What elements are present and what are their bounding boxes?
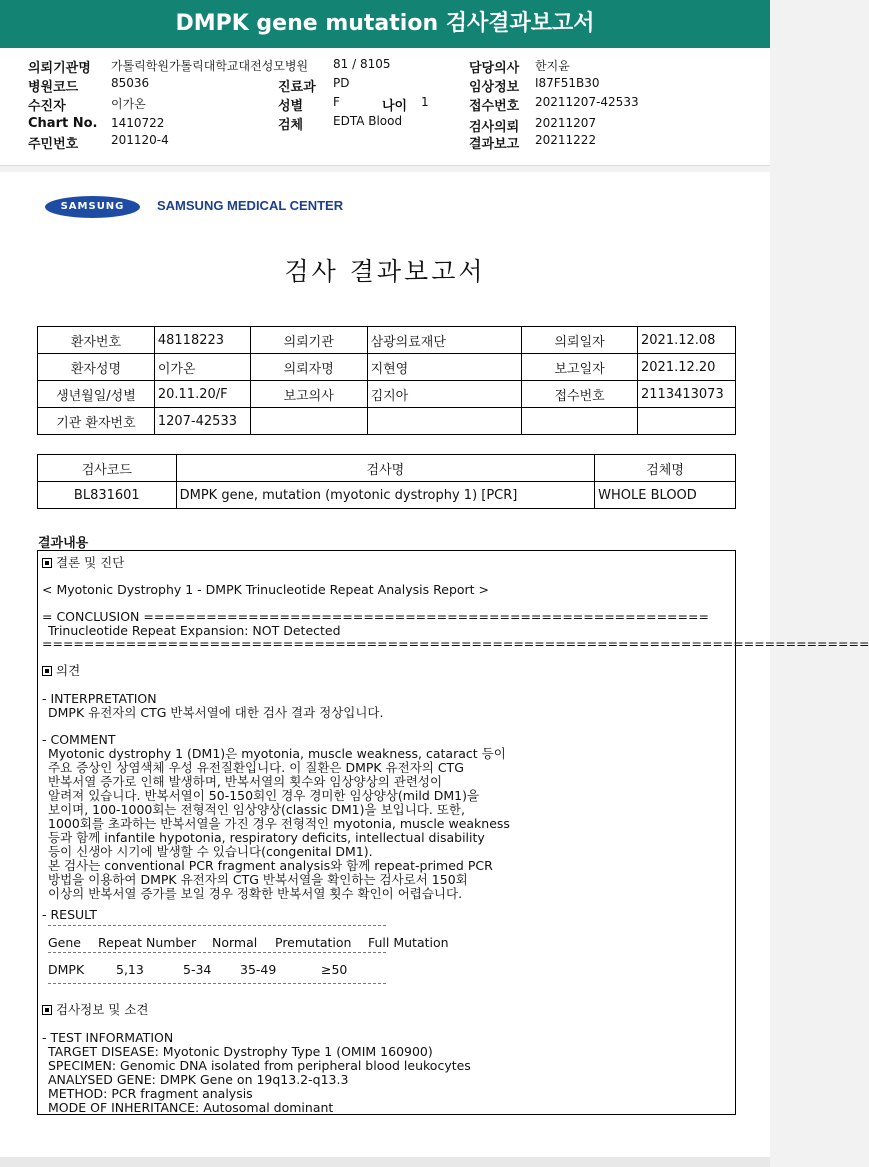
comment-line: 등과 함께 infantile hypotonia, respiratory deficits, intellectual disability [48, 830, 485, 845]
hospital-name: SAMSUNG MEDICAL CENTER [157, 198, 344, 213]
chart-label: Chart No. [28, 116, 98, 131]
comment-line: 등이 신생아 시기에 발생할 수 있습니다(congenital DM1). [48, 844, 373, 859]
clinical-value: I87F51B30 [535, 76, 600, 90]
comment-line: 1000회를 초과하는 반복서열을 가진 경우 전형적인 myotonia, muscle weakness [48, 816, 510, 831]
test-information-line: SPECIMEN: Genomic DNA isolated from peripheral blood leukocytes [48, 1058, 471, 1073]
table-header: 검사코드 [38, 455, 177, 482]
result-fullmutation: ≥50 [321, 962, 348, 977]
table-cell: DMPK gene, mutation (myotonic dystrophy 1) [PCR] [176, 482, 595, 509]
receipt-label: 접수번호 [469, 99, 520, 114]
result-col-gene: Gene [48, 935, 81, 950]
table-cell [522, 408, 638, 435]
square-bullet-icon [42, 666, 52, 676]
table-header-row [38, 455, 736, 482]
test-information-heading: - TEST INFORMATION [42, 1030, 174, 1045]
report-label: 결과보고 [469, 137, 520, 152]
sex-label: 성별 [278, 99, 304, 114]
table-cell: 환자성명 [38, 354, 155, 381]
divider [48, 983, 386, 984]
result-repeat: 5,13 [116, 962, 144, 977]
table-row [38, 408, 736, 435]
divider [48, 925, 386, 926]
test-info-table [37, 454, 736, 509]
resid-value: 201120-4 [111, 133, 169, 147]
result-heading: - RESULT [42, 907, 98, 922]
report-value: 20211222 [535, 133, 597, 147]
table-cell [367, 408, 522, 435]
test-information-line: MODE OF INHERITANCE: Autosomal dominant [48, 1100, 334, 1115]
result-col-normal: Normal [212, 935, 258, 950]
table-cell: 2113413073 [638, 381, 736, 408]
test-information-line: METHOD: PCR fragment analysis [48, 1086, 253, 1101]
table-cell [638, 408, 736, 435]
table-row [38, 327, 736, 354]
table-row [38, 381, 736, 408]
request-label: 검사의뢰 [469, 120, 520, 135]
comment-line: 방법을 이용하여 DMPK 유전자의 CTG 반복서열을 확인하는 검사로서 150회 [48, 872, 468, 887]
result-gene: DMPK [48, 962, 85, 977]
table-cell: 2021.12.08 [638, 327, 736, 354]
patient-value: 이가온 [111, 97, 146, 111]
result-normal: 5-34 [183, 962, 212, 977]
table-cell: WHOLE BLOOD [595, 482, 736, 509]
comment-line: 본 검사는 conventional PCR fragment analysis와 함께 repeat-primed PCR [48, 858, 493, 873]
request-value: 20211207 [535, 116, 597, 130]
result-col-premutation: Premutation [275, 935, 352, 950]
table-cell: 지현영 [367, 354, 522, 381]
dept-label: 진료과 [278, 80, 316, 95]
resid-label: 주민번호 [28, 137, 79, 152]
table-header: 검체명 [595, 455, 736, 482]
comment-line: 주요 증상인 상염색체 우성 유전질환입니다. 이 질환은 DMPK 유전자의 CTG [48, 760, 464, 775]
test-information-line: ANALYSED GENE: DMPK Gene on 19q13.2-q13.3 [48, 1072, 349, 1087]
conclusion-line: = CONCLUSION ====================================================== [42, 609, 709, 624]
table-cell: 삼광의료재단 [367, 327, 522, 354]
square-bullet-icon [42, 558, 52, 568]
org-value: 가톨릭학원가톨릭대학교대전성모병원 [111, 59, 309, 73]
comment-line: 알려져 있습니다. 반복서열이 50-150회인 경우 경미한 임상양상(mild DM1)을 [48, 788, 480, 803]
result-col-repeat: Repeat Number [98, 935, 197, 950]
specimen-value: EDTA Blood [333, 114, 403, 128]
comment-line: 반복서열 증가로 인해 발생하며, 반복서열의 횟수와 임상양상의 관련성이 [48, 774, 443, 789]
request-info-panel [0, 48, 770, 166]
comment-heading: - COMMENT [42, 732, 116, 747]
specimen-label: 검체 [278, 118, 304, 133]
patient-label: 수진자 [28, 99, 66, 114]
table-cell: 김지아 [367, 381, 522, 408]
clinical-label: 임상정보 [469, 80, 520, 95]
hospcode-value: 85036 [111, 76, 150, 90]
table-cell: 의뢰일자 [522, 327, 638, 354]
dept-value: PD [333, 76, 350, 90]
table-cell: 기관 환자번호 [38, 408, 155, 435]
report-header-bar [0, 0, 770, 48]
comment-line: 보이며, 100-1000회는 전형적인 임상양상(classic DM1)을 보입니다. 또한, [48, 802, 465, 817]
opinion-heading: 의견 [42, 664, 80, 678]
conclusion-rule: =============================================================================== [42, 636, 869, 651]
report-header-title: DMPK gene mutation 검사결과보고서 [175, 11, 595, 36]
table-header: 검사명 [176, 455, 595, 482]
table-cell: 48118223 [154, 327, 250, 354]
result-premutation: 35-49 [240, 962, 277, 977]
table-cell: 보고일자 [522, 354, 638, 381]
age-label: 나이 [382, 99, 408, 114]
table-row [38, 354, 736, 381]
square-bullet-icon [42, 1005, 52, 1015]
table-cell: 2021.12.20 [638, 354, 736, 381]
result-col-fullmutation: Full Mutation [368, 935, 449, 950]
result-content-box [37, 550, 869, 1115]
doctor-label: 담당의사 [469, 61, 520, 76]
table-cell: 의뢰자명 [250, 354, 367, 381]
table-cell: 접수번호 [522, 381, 638, 408]
testinfo-heading: 검사정보 및 소견 [42, 1003, 148, 1017]
interpretation-heading: - INTERPRETATION [42, 691, 157, 706]
divider [48, 952, 386, 953]
doctor-value: 한지윤 [535, 59, 570, 73]
test-information-line: TARGET DISEASE: Myotonic Dystrophy Type 1 (OMIM 160900) [48, 1044, 433, 1059]
comment-line: 이상의 반복서열 증가를 보일 경우 정확한 반복서열 횟수 확인이 어렵습니다. [48, 886, 463, 901]
age-value: 1 [421, 95, 429, 109]
samsung-logo [45, 196, 140, 218]
table-row [38, 482, 736, 509]
conclusion-text: Trinucleotide Repeat Expansion: NOT Detected [48, 623, 341, 638]
table-cell: 1207-42533 [154, 408, 250, 435]
table-cell: 환자번호 [38, 327, 155, 354]
conclusion-heading: 결론 및 진단 [42, 556, 124, 570]
table-cell: BL831601 [38, 482, 177, 509]
receipt-value: 20211207-42533 [535, 95, 639, 109]
sex-value: F [333, 95, 340, 109]
table-cell [250, 408, 367, 435]
table-cell: 이가온 [154, 354, 250, 381]
hospcode-label: 병원코드 [28, 80, 79, 95]
patient-info-table [37, 326, 736, 435]
chart-value: 1410722 [111, 116, 165, 130]
interpretation-text: DMPK 유전자의 CTG 반복서열에 대한 검사 결과 정상입니다. [48, 705, 384, 720]
samsung-logo-text: SAMSUNG [60, 201, 125, 212]
table-cell: 생년월일/성별 [38, 381, 155, 408]
bottom-bar [0, 1157, 770, 1167]
report-subtitle: < Myotonic Dystrophy 1 - DMPK Trinucleotide Repeat Analysis Report > [42, 582, 490, 597]
table-cell: 의뢰기관 [250, 327, 367, 354]
comment-line: Myotonic dystrophy 1 (DM1)은 myotonia, muscle weakness, cataract 등이 [48, 746, 506, 761]
result-section-title: 결과내용 [38, 536, 89, 551]
table-cell: 보고의사 [250, 381, 367, 408]
org-label: 의뢰기관명 [28, 61, 91, 76]
ward-value: 81 / 8105 [333, 57, 391, 71]
document-title: 검사 결과보고서 [284, 257, 486, 286]
table-cell: 20.11.20/F [154, 381, 250, 408]
